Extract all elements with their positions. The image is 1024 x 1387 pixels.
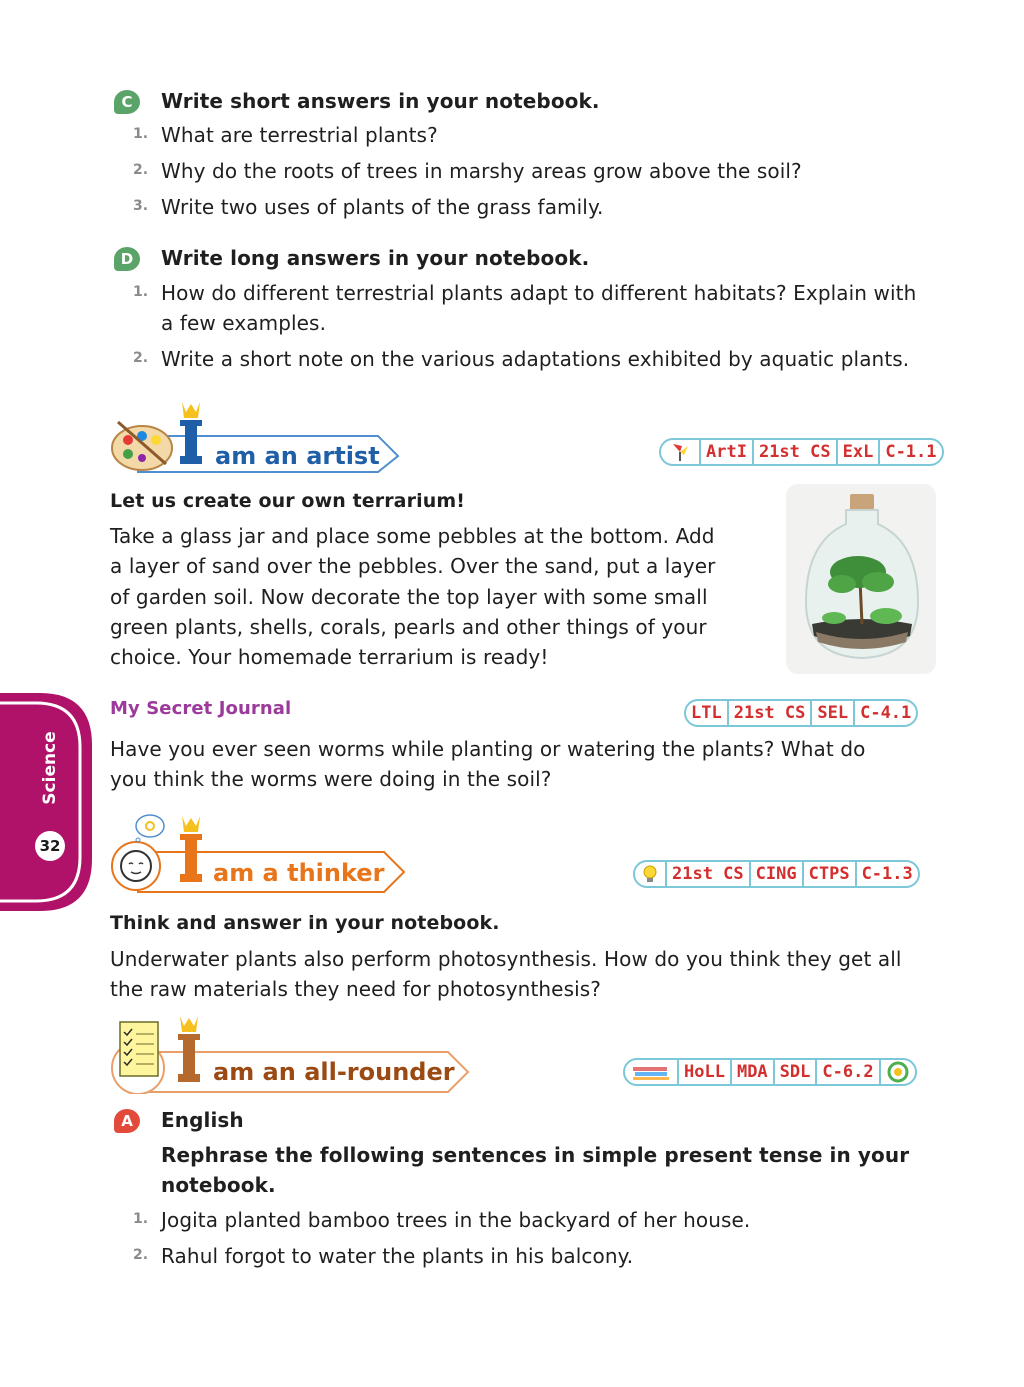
sdg-globe-icon: [879, 1060, 915, 1084]
question-number: 2.: [133, 350, 149, 366]
journal-paragraph-line: Have you ever seen worms while planting or watering the plants? What do: [110, 737, 866, 761]
pinwheel-icon: [661, 440, 699, 464]
skill-tag: CING: [749, 862, 802, 886]
section-d-badge: D: [114, 247, 140, 271]
question-text: Write two uses of plants of the grass family.: [161, 195, 604, 219]
checklist-icon: [112, 1022, 164, 1094]
question-number: 1.: [133, 1211, 149, 1227]
thinker-paragraph-line: the raw materials they need for photosynthesis?: [110, 977, 601, 1001]
journal-title: My Secret Journal: [110, 698, 292, 719]
journal-paragraph-line: you think the worms were doing in the soil?: [110, 767, 552, 791]
section-d-heading: Write long answers in your notebook.: [161, 246, 590, 270]
skill-tag: C-1.3: [855, 862, 918, 886]
skill-tag: SDL: [773, 1060, 816, 1084]
skill-tag: 21st CS: [665, 862, 749, 886]
crown-icon: [180, 1016, 198, 1032]
skill-tag: HoLL: [677, 1060, 730, 1084]
section-a-badge: A: [114, 1109, 140, 1133]
question-number: 1.: [133, 126, 149, 142]
question-text: Why do the roots of trees in marshy areas grow above the soil?: [161, 159, 802, 183]
allrounder-banner-text: am an all-rounder: [213, 1058, 455, 1086]
skill-tag: 21st CS: [727, 701, 811, 725]
question-text: Write a short note on the various adaptations exhibited by aquatic plants.: [161, 347, 910, 371]
question-text: Jogita planted bamboo trees in the backyard of her house.: [161, 1208, 751, 1232]
section-a-subject: English: [161, 1108, 244, 1132]
question-text: How do different terrestrial plants adapt to different habitats? Explain with: [161, 281, 917, 305]
artist-subheading: Let us create our own terrarium!: [110, 490, 465, 512]
section-a-instruction-continued: notebook.: [161, 1173, 276, 1197]
terrarium-photo: [786, 484, 936, 674]
journal-skill-tags: [684, 699, 918, 727]
thinking-face-icon: [112, 815, 164, 890]
skill-tag: LTL: [691, 703, 722, 723]
question-number: 3.: [133, 198, 149, 214]
skill-tag: C-1.1: [878, 440, 941, 464]
artist-skill-tags: [659, 438, 944, 466]
lightbulb-icon: [635, 862, 665, 886]
thinker-banner-text: am a thinker: [213, 859, 385, 887]
thinker-skill-tags: [633, 860, 920, 888]
skill-tag: ExL: [836, 440, 879, 464]
artist-paragraph-line: green plants, shells, corals, pearls and other things of your: [110, 615, 707, 639]
artist-paragraph-line: Take a glass jar and place some pebbles at the bottom. Add: [110, 524, 715, 548]
books-icon: [625, 1060, 677, 1084]
section-c-heading: Write short answers in your notebook.: [161, 89, 600, 113]
question-text: Rahul forgot to water the plants in his balcony.: [161, 1244, 634, 1268]
page-number: 32: [39, 837, 61, 855]
crown-icon: [182, 816, 200, 832]
skill-tag: C-4.1: [853, 701, 916, 725]
artist-paragraph-line: of garden soil. Now decorate the top layer with some small: [110, 585, 708, 609]
crown-icon: [182, 402, 200, 418]
skill-tag: MDA: [730, 1060, 773, 1084]
skill-tag: 21st CS: [752, 440, 836, 464]
thinker-subheading: Think and answer in your notebook.: [110, 912, 500, 934]
skill-tag: CTPS: [802, 862, 855, 886]
artist-banner-text: am an artist: [215, 442, 380, 470]
artist-paragraph-line: a layer of sand over the pebbles. Over the sand, put a layer: [110, 554, 716, 578]
allrounder-skill-tags: [623, 1058, 917, 1086]
section-c-badge: C: [114, 90, 140, 114]
skill-tag: C-6.2: [815, 1060, 878, 1084]
question-number: 2.: [133, 162, 149, 178]
question-number: 1.: [133, 284, 149, 300]
paint-palette-icon: [112, 422, 172, 470]
skill-tag: ArtI: [699, 440, 752, 464]
skill-tag: SEL: [810, 701, 853, 725]
subject-label: Science: [40, 731, 60, 805]
section-a-instruction: Rephrase the following sentences in simple present tense in your: [161, 1143, 910, 1167]
question-text: What are terrestrial plants?: [161, 123, 438, 147]
question-number: 2.: [133, 1247, 149, 1263]
question-text-continued: a few examples.: [161, 311, 327, 335]
thinker-paragraph-line: Underwater plants also perform photosynthesis. How do you think they get all: [110, 947, 902, 971]
artist-paragraph-line: choice. Your homemade terrarium is ready!: [110, 645, 549, 669]
